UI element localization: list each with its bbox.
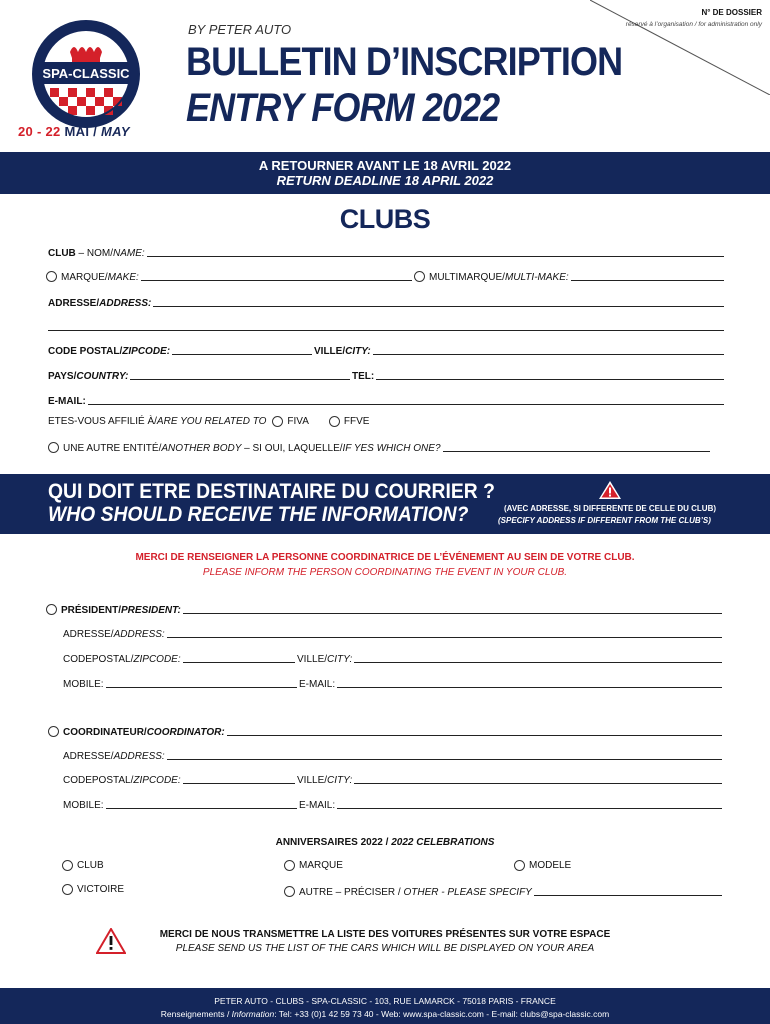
byline: BY PETER AUTO [188,22,292,37]
multimarque-field[interactable] [571,271,724,281]
president-field[interactable] [183,604,722,614]
anniv-modele-option[interactable]: MODELE [514,860,571,871]
svg-text:SPA-CLASSIC: SPA-CLASSIC [42,66,130,81]
anniv-marque-option[interactable]: MARQUE [284,860,343,871]
other-body-radio[interactable] [48,442,59,453]
marque-field[interactable] [141,271,412,281]
anniv-autre-radio[interactable] [284,886,295,897]
car-list-request-french: MERCI DE NOUS TRANSMETTRE LA LISTE DES VOITURES PRÉSENTES SUR VOTRE ESPACE [159,929,611,940]
email-row: E-MAIL: [48,393,724,407]
question-french: QUI DOIT ETRE DESTINATAIRE DU COURRIER ? [48,480,495,503]
address-field[interactable] [153,297,724,307]
president-mobile-row: MOBILE: [63,676,297,690]
anniv-marque-radio[interactable] [284,860,295,871]
country-field[interactable] [130,370,350,380]
anniv-autre-row: AUTRE – PRÉCISER / OTHER - PLEASE SPECIFY [284,884,722,898]
coordinator-city-row: VILLE/CITY: [297,772,722,786]
note-english: (SPECIFY ADDRESS IF DIFFERENT FROM THE CLUB’S) [498,516,711,525]
dossier-number-label: N° DE DOSSIER [701,8,762,17]
coordinator-row: COORDINATEUR/COORDINATOR: [48,724,722,738]
anniversaries-title: ANNIVERSAIRES 2022 / 2022 CELEBRATIONS [275,837,495,848]
address-row: ADRESSE/ADDRESS: [48,295,724,309]
tel-row: TEL: [352,368,724,382]
president-address-row: ADRESSE/ADDRESS: [63,626,722,640]
coordinator-mobile-row: MOBILE: [63,797,297,811]
coordinator-email-field[interactable] [337,799,722,809]
president-address-field[interactable] [167,628,722,638]
president-zipcode-field[interactable] [183,653,295,663]
title-english: ENTRY FORM 2022 [186,86,500,130]
zipcode-row: CODE POSTAL/ZIPCODE: [48,343,312,357]
coordinator-city-field[interactable] [354,774,722,784]
address-field-2[interactable] [48,321,724,331]
title-french: BULLETIN D’INSCRIPTION [186,40,623,84]
country-row: PAYS/COUNTRY: [48,368,350,382]
president-mobile-field[interactable] [106,678,297,688]
ffve-radio[interactable] [329,416,340,427]
section-title-clubs: CLUBS [339,204,431,234]
multimarque-row: MULTIMARQUE/MULTI-MAKE: [414,269,724,283]
warning-icon [598,480,622,500]
coordinator-address-row: ADRESSE/ADDRESS: [63,748,722,762]
warning-icon [96,928,126,954]
anniv-victoire-option[interactable]: VICTOIRE [62,884,124,895]
coordinator-notice-english: PLEASE INFORM THE PERSON COORDINATING THE EVENT IN YOUR CLUB. [202,567,568,578]
anniv-club-option[interactable]: CLUB [62,860,104,871]
deadline-french: A RETOURNER AVANT LE 18 AVRIL 2022 [258,158,512,173]
event-dates: 20 - 22 MAI / MAY [18,124,130,139]
spa-classic-logo [30,18,142,130]
tel-field[interactable] [376,370,724,380]
deadline-english: RETURN DEADLINE 18 APRIL 2022 [276,173,494,188]
president-row: PRÉSIDENT/PRESIDENT: [46,602,722,616]
club-name-field[interactable] [147,247,724,257]
footer-contact: Renseignements / Information: Tel: +33 (0)1 42 59 73 40 - Web: www.spa-classic.com - E-mail: clubs@spa-classic.com [160,1009,610,1019]
marque-radio[interactable] [46,271,57,282]
anniv-victoire-radio[interactable] [62,884,73,895]
other-body-row: UNE AUTRE ENTITÉ/ANOTHER BODY – SI OUI, LAQUELLE/IF YES WHICH ONE? [48,440,710,454]
president-email-row: E-MAIL: [299,676,722,690]
marque-row: MARQUE/MAKE: [46,269,412,283]
anniv-autre-field[interactable] [534,886,722,896]
address-row-2 [48,319,724,333]
city-row: VILLE/CITY: [314,343,724,357]
car-list-request-english: PLEASE SEND US THE LIST OF THE CARS WHICH WILL BE DISPLAYED ON YOUR AREA [175,943,595,954]
president-city-field[interactable] [354,653,722,663]
coordinator-address-field[interactable] [167,750,722,760]
anniv-club-radio[interactable] [62,860,73,871]
dossier-note: réservé à l’organisation / for administration only [625,21,762,28]
note-french: (AVEC ADRESSE, SI DIFFERENTE DE CELLE DU CLUB) [504,504,717,513]
coordinator-mobile-field[interactable] [106,799,297,809]
coordinator-zipcode-row: CODEPOSTAL/ZIPCODE: [63,772,295,786]
anniv-modele-radio[interactable] [514,860,525,871]
city-field[interactable] [373,345,724,355]
president-email-field[interactable] [337,678,722,688]
coordinator-zipcode-field[interactable] [183,774,295,784]
footer-address: PETER AUTO - CLUBS - SPA-CLASSIC - 103, RUE LAMARCK - 75018 PARIS - FRANCE [214,996,556,1006]
president-city-row: VILLE/CITY: [297,651,722,665]
zipcode-field[interactable] [172,345,312,355]
club-name-row: CLUB – NOM/NAME: [48,245,724,259]
affiliation-row: ETES-VOUS AFFILIÉ À/ARE YOU RELATED TO FIVA FFVE [48,416,370,427]
multimarque-radio[interactable] [414,271,425,282]
mail-recipient-band [0,474,770,534]
email-field[interactable] [88,395,724,405]
other-body-field[interactable] [443,442,710,452]
deadline-band [0,152,770,194]
coordinator-email-row: E-MAIL: [299,797,722,811]
fiva-radio[interactable] [272,416,283,427]
question-english: WHO SHOULD RECEIVE THE INFORMATION? [48,503,469,526]
coordinator-field[interactable] [227,726,722,736]
president-zipcode-row: CODEPOSTAL/ZIPCODE: [63,651,295,665]
coordinator-notice-french: MERCI DE RENSEIGNER LA PERSONNE COORDINATRICE DE L’ÉVÉNEMENT AU SEIN DE VOTRE CLUB. [135,552,635,563]
coordinator-radio[interactable] [48,726,59,737]
president-radio[interactable] [46,604,57,615]
footer [0,988,770,1024]
